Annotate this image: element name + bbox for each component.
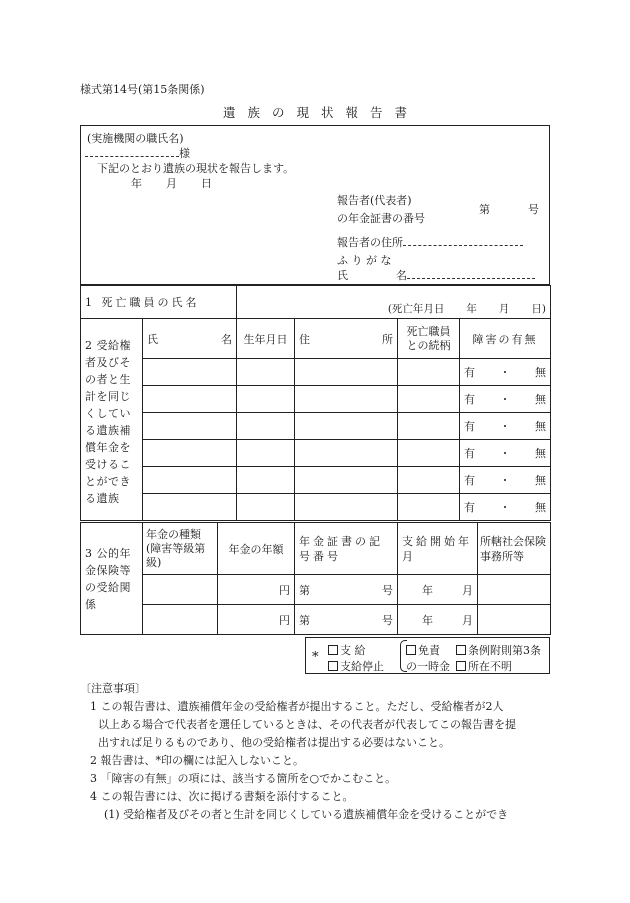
table-row bbox=[81, 467, 551, 494]
check-suspend[interactable]: 支給停止 bbox=[328, 658, 384, 674]
header-disability: 障害の有無 bbox=[460, 319, 551, 359]
amount-field[interactable]: 円 bbox=[218, 605, 295, 635]
checkbox-icon bbox=[456, 661, 466, 671]
amount-field[interactable]: 円 bbox=[218, 575, 295, 605]
cert-number-field[interactable]: 第 号 bbox=[479, 203, 539, 216]
table-row bbox=[81, 359, 551, 386]
header-pension-amount: 年金の年額 bbox=[218, 523, 295, 575]
check-unknown[interactable]: 所在不明 bbox=[456, 658, 512, 674]
deceased-name-field[interactable]: (死亡年月日 年 月 日) bbox=[237, 286, 551, 319]
lump-sum-label: の一時金 bbox=[406, 660, 450, 673]
note-3: 3 「障害の有無」の項には、該当する箇所を○でかこむこと。 bbox=[90, 772, 397, 785]
deceased-row bbox=[81, 286, 551, 319]
name-field[interactable]: 氏 名 bbox=[337, 267, 535, 283]
deceased-name-label: 1 死亡職員の氏名 bbox=[81, 286, 237, 319]
disability-choice[interactable]: 有 ・ 無 bbox=[460, 359, 551, 386]
header-start-date: 支給開始年 月 bbox=[398, 523, 478, 575]
header-name: 氏 名 bbox=[143, 319, 237, 359]
table-row bbox=[81, 575, 551, 605]
table-row bbox=[81, 386, 551, 413]
disability-choice[interactable]: 有 ・ 無 bbox=[460, 386, 551, 413]
org-label: (実施機関の職氏名) bbox=[87, 132, 184, 145]
header-address: 住 所 bbox=[295, 319, 398, 359]
note-1a: 1 この報告書は、遺族補償年金の受給権者が提出すること。ただし、受給権者が2人 bbox=[90, 700, 504, 713]
report-date[interactable]: 年 月 日 bbox=[131, 177, 212, 190]
header-relation: 死亡職員との続柄 bbox=[398, 319, 460, 359]
notes-section bbox=[80, 680, 560, 824]
check-supplementary[interactable]: 条例附則第3条 bbox=[456, 642, 541, 658]
address-field[interactable]: 報告者の住所 bbox=[337, 234, 523, 250]
header-birth: 生年月日 bbox=[237, 319, 295, 359]
check-payment[interactable]: 支 給 bbox=[328, 642, 366, 658]
family-table bbox=[80, 285, 551, 521]
cert-field[interactable]: 第 号 bbox=[295, 605, 398, 635]
form-number: 様式第14号(第15条関係) bbox=[80, 83, 205, 96]
page-title: 遺族の現状報告書 bbox=[222, 105, 419, 120]
sec3-label: 3 公的年金保険等の受給関係 bbox=[81, 523, 143, 635]
table-row bbox=[81, 494, 551, 521]
disability-choice[interactable]: 有 ・ 無 bbox=[460, 467, 551, 494]
intro-text: 下記のとおり遺族の現状を報告します。 bbox=[97, 162, 295, 175]
checkbox-icon bbox=[406, 645, 416, 655]
sama-label: 様 bbox=[179, 147, 190, 160]
table-row bbox=[81, 440, 551, 467]
table-row bbox=[81, 413, 551, 440]
checkbox-icon bbox=[456, 645, 466, 655]
pension-header-row bbox=[81, 523, 551, 575]
cert-field[interactable]: 第 号 bbox=[295, 575, 398, 605]
disability-choice[interactable]: 有 ・ 無 bbox=[460, 440, 551, 467]
header-office: 所轄社会保険事務所等 bbox=[478, 523, 551, 575]
start-field[interactable]: 年 月 bbox=[398, 605, 478, 635]
note-4: 4 この報告書には、次に掲げる書類を添付すること。 bbox=[90, 790, 354, 803]
note-1c: 出すれば足りるものであり、他の受給権者は提出する必要はないこと。 bbox=[98, 736, 450, 749]
header-cert-number: 年金証書の記号番号 bbox=[295, 523, 398, 575]
start-field[interactable]: 年 月 bbox=[398, 575, 478, 605]
note-1b: 以上ある場合で代表者を選任しているときは、その代表者が代表してこの報告書を提 bbox=[98, 718, 516, 731]
cert-number-label: 報告者(代表者) の年金証書の番号 bbox=[337, 194, 425, 225]
note-5: (1) 受給権者及びその者と生計を同じくしている遺族補償年金を受けることができ bbox=[104, 808, 509, 821]
disability-choice[interactable]: 有 ・ 無 bbox=[460, 494, 551, 521]
note-2: 2 報告書は、*印の欄には記入しないこと。 bbox=[90, 754, 304, 767]
org-name-line[interactable] bbox=[85, 145, 190, 161]
checkbox-icon bbox=[328, 645, 338, 655]
sec2-label: 2 受給権者及びその者と生計を同じくしている遺族補償年金を受けることができる遺族 bbox=[81, 319, 143, 521]
header-pension-kind: 年金の種類(障害等級第 級) bbox=[143, 523, 218, 575]
office-use-box bbox=[305, 637, 550, 674]
report-header-box bbox=[80, 125, 550, 285]
checkbox-icon bbox=[328, 661, 338, 671]
furigana-label: ふ り が な bbox=[337, 254, 392, 267]
check-exempt[interactable]: 免責 bbox=[406, 642, 440, 658]
table-row bbox=[81, 605, 551, 635]
notes-heading: 〔注意事項〕 bbox=[80, 682, 146, 695]
disability-choice[interactable]: 有 ・ 無 bbox=[460, 413, 551, 440]
pension-table bbox=[80, 522, 551, 635]
family-header-row bbox=[81, 319, 551, 359]
star-mark: * bbox=[312, 650, 319, 665]
